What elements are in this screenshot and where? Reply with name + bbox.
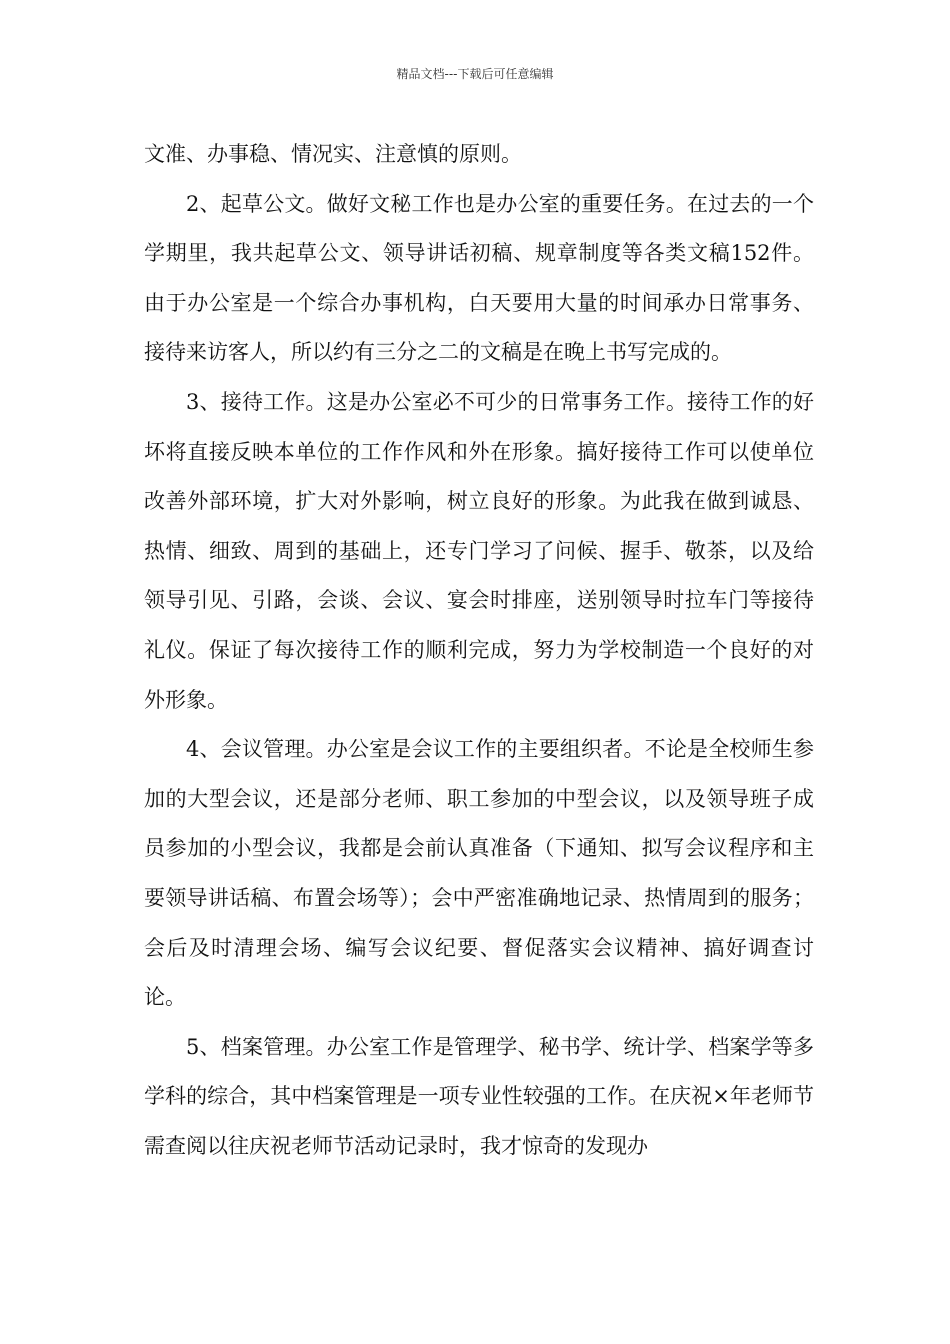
paragraph-archive-management: 5、档案管理。办公室工作是管理学、秘书学、统计学、档案学等多学科的综合，其中档案管理是一项专业性较强的工作。在庆祝×年老师节需查阅以往庆祝老师节活动记录时，我才惊奇的发现办 [144,1034,814,1158]
page-header: 精品文档---下载后可任意编辑 [396,67,554,81]
paragraph-reception-work: 3、接待工作。这是办公室必不可少的日常事务工作。接待工作的好坏将直接反映本单位的工作作风和外在形象。搞好接待工作可以使单位改善外部环境，扩大对外影响，树立良好的形象。为此我在做到诚恳、热情、细致、周到的基础上，还专门学习了问候、握手、敬茶，以及给领导引见、引路，会谈、会议、宴会时排座，送别领导时拉车门等接待礼仪。保证了每次接待工作的顺利完成，努力为学校制造一个良好的对外形象。 [144,389,814,712]
paragraph-meeting-management: 4、会议管理。办公室是会议工作的主要组织者。不论是全校师生参加的大型会议，还是部分老师、职工参加的中型会议，以及领导班子成员参加的小型会议，我都是会前认真准备（下通知、拟写会议程序和主要领导讲话稿、布置会场等）；会中严密准确地记录、热情周到的服务；会后及时清理会场、编写会议纪要、督促落实会议精神、搞好调查讨论。 [144,737,814,1010]
document-body [144,130,814,1171]
paragraph-continuation: 文准、办事稳、情况实、注意慎的原则。 [144,142,522,166]
paragraph-drafting-documents: 2、起草公文。做好文秘工作也是办公室的重要任务。在过去的一个学期里，我共起草公文、领导讲话初稿、规章制度等各类文稿152件。由于办公室是一个综合办事机构，白天要用大量的时间承办日常事务、接待来访客人，所以约有三分之二的文稿是在晚上书写完成的。 [144,191,814,365]
